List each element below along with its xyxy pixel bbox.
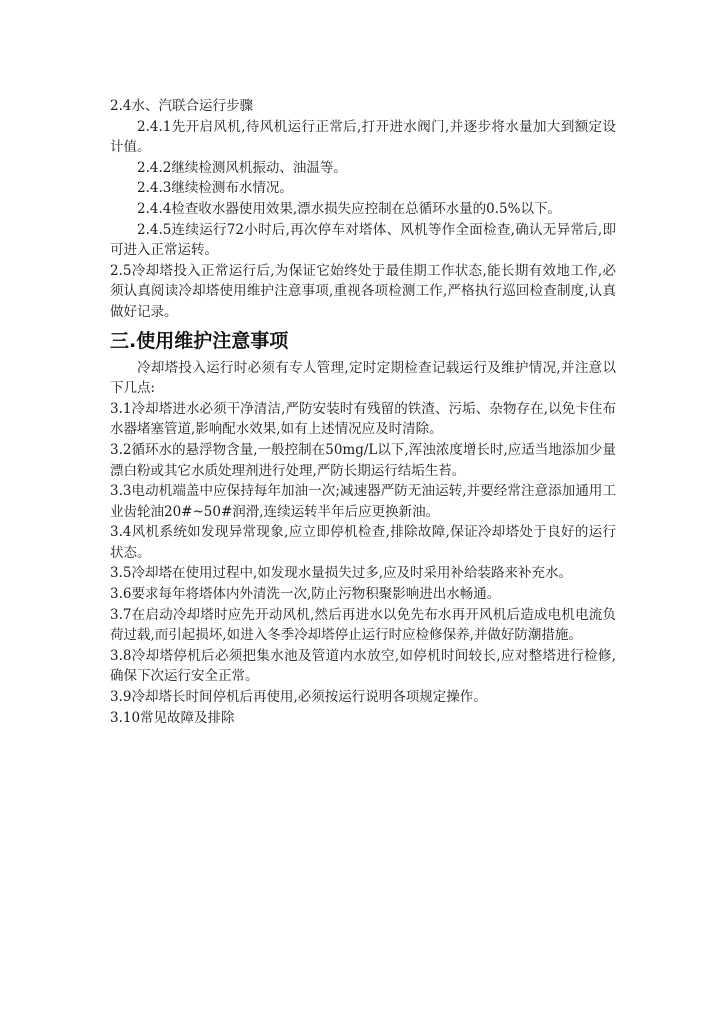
paragraph-3-5: 3.5冷却塔在使用过程中,如发现水量损失过多,应及时采用补给装路来补充水。 (110, 565, 573, 582)
paragraph-2-4-4: 2.4.4检查收水器使用效果,漂水损失应控制在总循环水量的0.5%以下。 (137, 200, 561, 217)
paragraph-3-9: 3.9冷却塔长时间停机后再使用,必须按运行说明各项规定操作。 (110, 689, 487, 706)
section-3-intro: 冷却塔投入运行时必须有专人管理,定时定期检查记载运行及维护情况,并注意以下几点: (110, 359, 616, 397)
paragraph-3-2: 3.2循环水的悬浮物含量,一般控制在50mg/L以下,浑浊浓度增长时,应适当地添加少量漂白粉或其它水质处理剂进行处理,严防长期运行结垢生苔。 (110, 441, 616, 479)
paragraph-3-3: 3.3电动机端盖中应保持每年加油一次;减速器严防无油运转,并要经常注意添加通用工业齿轮油20#~50#润滑,连续运转半年后应更换新油。 (110, 483, 616, 520)
paragraph-2-5: 2.5冷却塔投入正常运行后,为保证它始终处于最佳期工作状态,能长期有效地工作,必须认真阅读冷却塔使用维护注意事项,重视各项检测工作,严格执行巡回检查制度,认真做好记录。 (110, 262, 616, 320)
paragraph-3-6: 3.6要求每年将塔体内外清洗一次,防止污物积聚影响进出水畅通。 (110, 586, 501, 603)
paragraph-2-4-2: 2.4.2继续检测风机振动、油温等。 (137, 159, 347, 176)
document-body (110, 96, 616, 728)
paragraph-3-10: 3.10常见故障及排除 (110, 709, 235, 726)
paragraph-3-8: 3.8冷却塔停机后必须把集水池及管道内水放空,如停机时间较长,应对整塔进行检修,确保下次运行安全正常。 (110, 647, 616, 685)
step-2-4-heading: 2.4水、汽联合运行步骤 (110, 98, 253, 114)
paragraph-3-7: 3.7在启动冷却塔时应先开动风机,然后再进水以免先布水再开风机后造成电机电流负荷过载,而引起损坏,如进入冬季冷却塔停止运行时应检修保养,并做好防潮措施。 (110, 606, 616, 644)
section-3-heading: 三.使用维护注意事项 (110, 329, 289, 352)
paragraph-3-4: 3.4风机系统如发现异常现象,应立即停机检查,排除故障,保证冷却塔处于良好的运行状态。 (110, 524, 616, 561)
paragraph-2-4-1: 2.4.1先开启风机,待风机运行正常后,打开进水阀门,并逐步将水量加大到额定设计值。 (110, 118, 616, 156)
paragraph-2-4-5: 2.4.5连续运行72小时后,再次停车对塔体、风机等作全面检查,确认无异常后,即可进入正常运转。 (110, 221, 616, 259)
paragraph-2-4-3: 2.4.3继续检测布水情况。 (137, 180, 293, 197)
paragraph-3-1: 3.1冷却塔进水必须干净清洁,严防安装时有残留的铁渣、污垢、杂物存在,以免卡住布水器堵塞管道,影响配水效果,如有上述情况应及时清除。 (110, 400, 616, 438)
